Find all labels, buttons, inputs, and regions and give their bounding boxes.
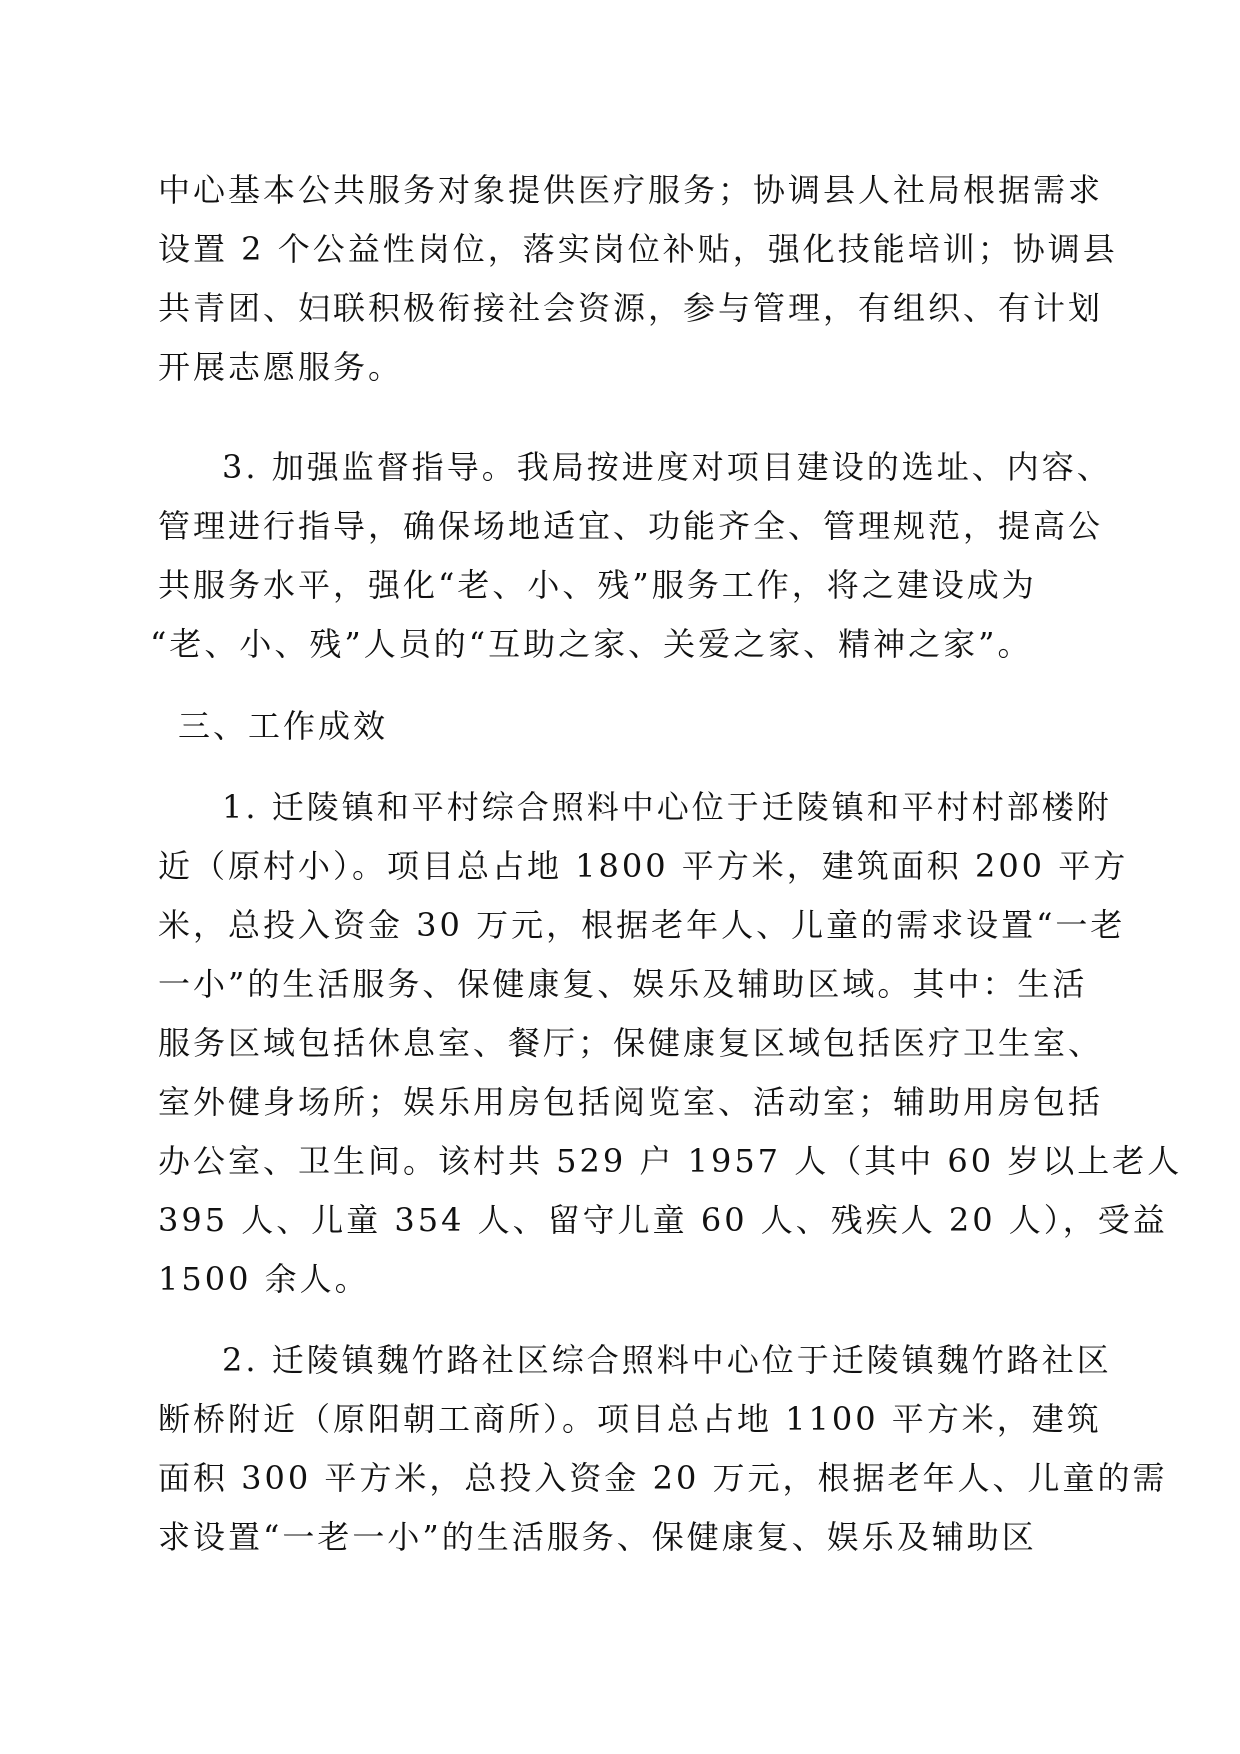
paragraph-line: 近（原村小）。项目总占地 1800 平方米，建筑面积 200 平方 (158, 847, 1129, 885)
paragraph-line: 395 人、儿童 354 人、留守儿童 60 人、残疾人 20 人），受益 (158, 1201, 1168, 1239)
paragraph-line: 1. 迁陵镇和平村综合照料中心位于迁陵镇和平村村部楼附 (222, 788, 1112, 826)
paragraph-line: 共青团、妇联积极衔接社会资源，参与管理，有组织、有计划 (158, 289, 1104, 327)
paragraph-line: 管理进行指导，确保场地适宜、功能齐全、管理规范，提高公 (158, 507, 1104, 545)
paragraph-line: 面积 300 平方米，总投入资金 20 万元，根据老年人、儿童的需 (158, 1459, 1168, 1497)
paragraph-line: “老、小、残”人员的“互助之家、关爱之家、精神之家”。 (150, 625, 1033, 663)
section-heading: 三、工作成效 (178, 707, 389, 745)
paragraph-line: 设置 2 个公益性岗位，落实岗位补贴，强化技能培训；协调县 (158, 230, 1118, 268)
paragraph-line: 米，总投入资金 30 万元，根据老年人、儿童的需求设置“一老 (158, 906, 1126, 944)
paragraph-line: 办公室、卫生间。该村共 529 户 1957 人（其中 60 岁以上老人 (158, 1142, 1183, 1180)
paragraph-line: 3. 加强监督指导。我局按进度对项目建设的选址、内容、 (222, 448, 1112, 486)
paragraph-line: 一小”的生活服务、保健康复、娱乐及辅助区域。其中：生活 (158, 965, 1088, 1003)
paragraph-line: 共服务水平，强化“老、小、残”服务工作，将之建设成为 (158, 566, 1037, 604)
paragraph-line: 2. 迁陵镇魏竹路社区综合照料中心位于迁陵镇魏竹路社区 (222, 1341, 1112, 1379)
paragraph-line: 室外健身场所；娱乐用房包括阅览室、活动室；辅助用房包括 (158, 1083, 1104, 1121)
paragraph-line: 中心基本公共服务对象提供医疗服务；协调县人社局根据需求 (158, 171, 1104, 209)
paragraph-line: 求设置“一老一小”的生活服务、保健康复、娱乐及辅助区 (158, 1518, 1037, 1556)
paragraph-line: 断桥附近（原阳朝工商所）。项目总占地 1100 平方米，建筑 (158, 1400, 1102, 1438)
paragraph-line: 开展志愿服务。 (158, 348, 404, 386)
paragraph-line: 1500 余人。 (158, 1260, 370, 1298)
paragraph-line: 服务区域包括休息室、餐厅；保健康复区域包括医疗卫生室、 (158, 1024, 1104, 1062)
